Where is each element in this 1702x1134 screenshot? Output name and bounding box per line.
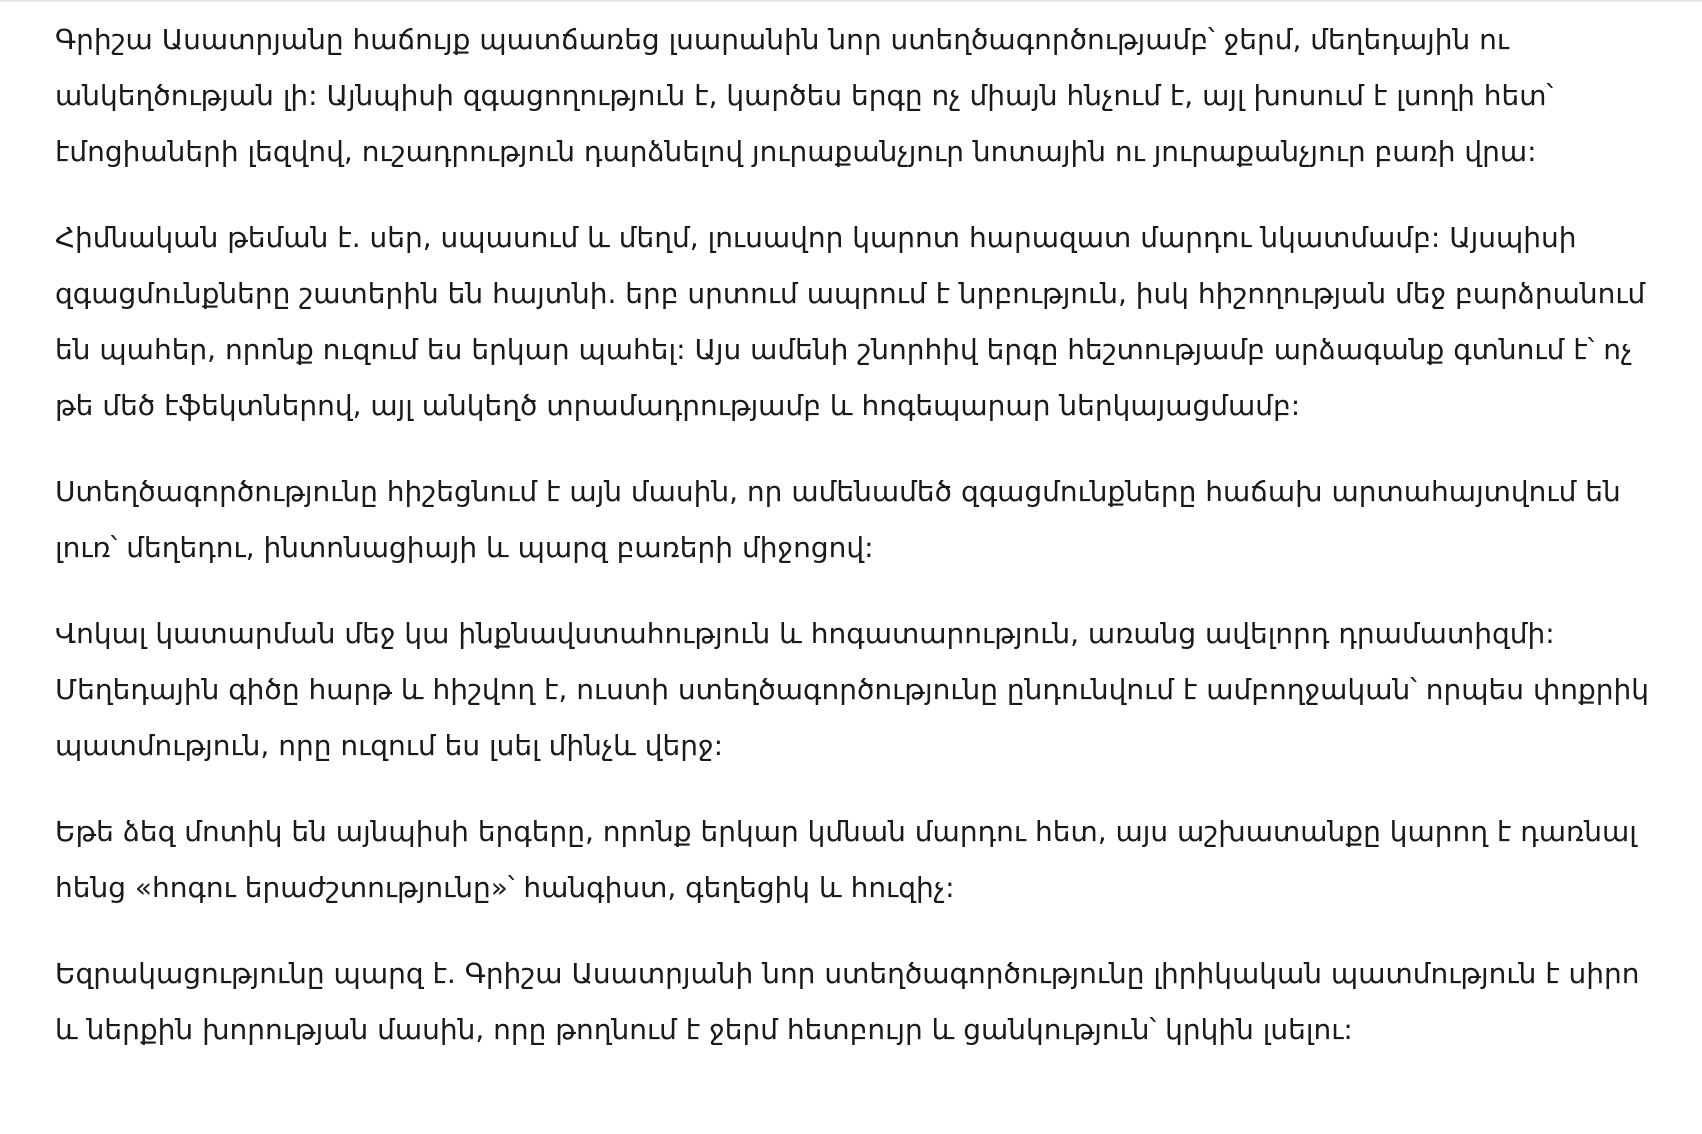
paragraph-theme: Հիմնական թեման է. սեր, սպասում և մեղմ, լուսավոր կարոտ հարազատ մարդու նկատմամբ: Այսպիսի զգացմունքները շատերին են հայտնի. երբ սրտում ապրում է նրբություն, իսկ հիշողության մեջ բարձրանում են պահեր, որոնք ուզում ես երկար պահել: Այս ամենի շնորհիվ երգը հեշտությամբ արձագանք գտնում է՝ ոչ թե մեծ էֆեկտներով, այլ անկեղծ տրամադրությամբ և հոգեպարար ներկայացմամբ: <box>55 221 1646 422</box>
paragraph-recommendation: Եթե ձեզ մոտիկ են այնպիսի երգերը, որոնք երկար կմնան մարդու հետ, այս աշխատանքը կարող է դառնալ հենց «հոգու երաժշտությունը»՝ հանգիստ, գեղեցիկ և հուզիչ: <box>55 815 1637 904</box>
paragraph-conclusion: Եզրակացությունը պարզ է. Գրիշա Ասատրյանի նոր ստեղծագործությունը լիրիկական պատմություն է սիրո և ներքին խորության մասին, որը թողնում է ջերմ հետբույր և ցանկություն՝ կրկին լսելու: <box>55 957 1640 1046</box>
paragraph-intro: Գրիշա Ասատրյանը հաճույք պատճառեց լսարանին նոր ստեղծագործությամբ՝ ջերմ, մեղեդային ու անկեղծության լի: Այնպիսի զգացողություն է, կարծես երգը ոչ միայն հնչում է, այլ խոսում է լսողի հետ՝ էմոցիաների լեզվով, ուշադրություն դարձնելով յուրաքանչյուր նոտային ու յուրաքանչյուր բառի վրա: <box>55 23 1554 168</box>
paragraph-reminder: Ստեղծագործությունը հիշեցնում է այն մասին, որ ամենամեծ զգացմունքները հաճախ արտահայտվում են լուռ՝ մեղեդու, ինտոնացիայի և պարզ բառերի միջոցով: <box>55 475 1621 564</box>
top-divider <box>0 0 1702 2</box>
article-body <box>55 12 1655 1088</box>
paragraph-vocal: Վոկալ կատարման մեջ կա ինքնավստահություն և հոգատարություն, առանց ավելորդ դրամատիզմի: Մեղեդային գիծը հարթ և հիշվող է, ուստի ստեղծագործությունը ընդունվում է ամբողջական՝ որպես փոքրիկ պատմություն, որը ուզում ես լսել մինչև վերջ: <box>55 617 1650 762</box>
